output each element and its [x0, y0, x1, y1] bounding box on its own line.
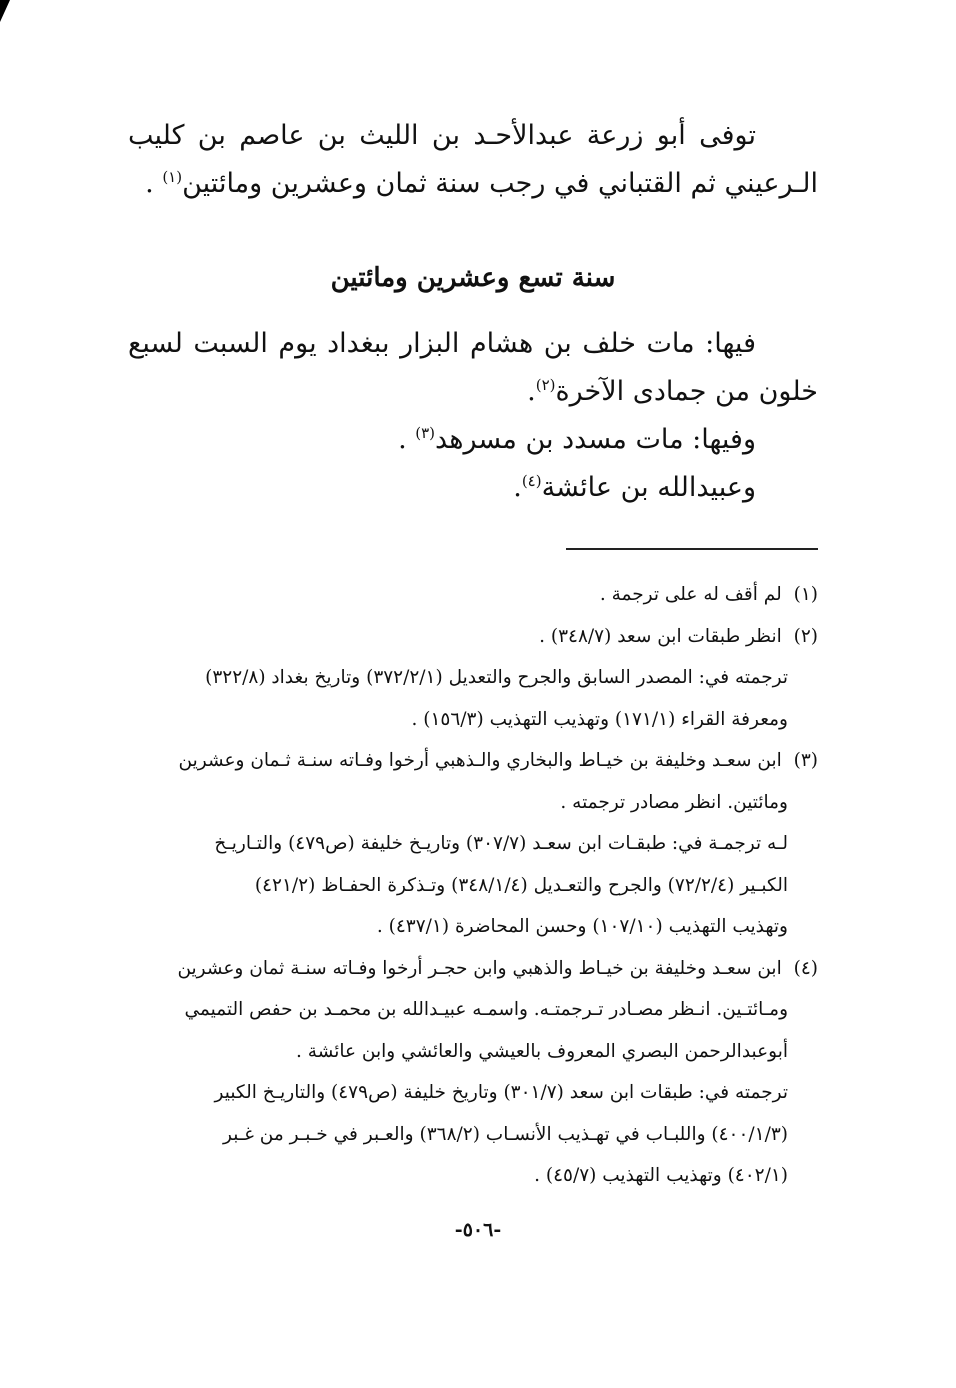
footnote-separator [566, 548, 818, 550]
text-punct: . [398, 424, 416, 455]
footnote-3 [128, 740, 818, 782]
text-line: ثم القتباني في رجب سنة ثمان وعشرين ومائتين [182, 168, 716, 199]
footnote-3-line: الكبـير (٧٢/٢/٤) والجرح والتعـديل (٣٤٨/١/٤) وتـذكرة الحفـاظ (٤٢١/٢) [254, 874, 788, 896]
footnote-ref-4[interactable]: (٤) [521, 472, 542, 490]
footnote-4-line: (٤٠٢/١) وتهذيب التهذيب (٤٥/٧) . [534, 1165, 788, 1186]
footnote-2-line: ترجمته في: المصدر السابق والجرح والتعديل (٣٧٢/٢/١) وتاريخ بغداد (٣٢٢/٨) [205, 667, 788, 688]
text-punct: . [527, 376, 536, 407]
footnote-3-line: لـه ترجمـة في: طبقـات ابن سعـد (٣٠٧/٧) وتاريـخ خليفة (ص٤٧٩) والتـاريـخ [214, 833, 788, 854]
footnote-number: (١) [793, 584, 818, 605]
footnote-2-line: ومعرفة القراء (١٧١/١) وتهذيب التهذيب (١٥٦/٣) . [411, 708, 788, 730]
text-line: فيها: مات خلف بن هشام البزار ببغداد يوم السبت لسبع خلون [128, 328, 818, 407]
footnote-number: (٣) [793, 750, 818, 771]
footnote-4-line: ومـائتـين. انـظر مصـادر تـرجمتـه. واسمـه عبيـدالله بن محمـد بن حفص التميمي [184, 999, 788, 1020]
footnote-3-line: ومائتين. انظر مصادر ترجمته . [560, 791, 788, 813]
footnote-number: (٤) [793, 957, 818, 979]
footnote-1 [128, 574, 818, 616]
footnote-2 [128, 616, 818, 658]
footnote-4 [128, 948, 818, 990]
footnote-text: ابن سعـد وخليفة بن خيـاط والبخاري والـذهبي أرخوا وفـاته سنـة ثـمان وعشرين [178, 750, 782, 771]
footnote-text: ابن سعـد وخليفة بن خيـاط والذهبي وابن حجـر أرخوا وفـاته سنـة ثمان وعشرين [177, 957, 782, 979]
section-heading: سنة تسع وعشرين ومائتين [330, 263, 616, 293]
text-punct: . [513, 472, 522, 503]
page-corner-mark [0, 0, 10, 22]
page-number: -٥٠٦- [454, 1219, 502, 1241]
text-line: وعبيدالله بن عائشة [541, 472, 756, 503]
paragraph-death-khalaf [128, 320, 818, 416]
footnote-4-line: ترجمته في: طبقات ابن سعد (٣٠١/٧) وتاريخ خليفة (ص٤٧٩) والتاريـخ الكبير [214, 1082, 788, 1103]
footnote-4-line: (٤٠٠/١/٣) واللبـاب في تهـذيب الأنسـاب (٣٦٨/٢) والعـبر في خـبـر من غـبر [223, 1123, 788, 1145]
text-line: من جمادى الآخرة [555, 376, 750, 407]
text-line: توفى أبو زرعة عبدالأحـد بن الليث بن عاصم بن كليب الـرعيني [128, 120, 818, 199]
line-death-ubaidullah [128, 464, 818, 512]
footnote-ref-3[interactable]: (٣) [415, 424, 436, 442]
footnotes-section [128, 574, 818, 1197]
page-content [128, 112, 818, 1197]
text-punct: . [145, 168, 163, 199]
footnote-text: لم أقف له على ترجمة . [599, 584, 782, 605]
footnote-number: (٢) [793, 625, 818, 647]
line-death-musaddad [128, 416, 818, 464]
paragraph-death-abu-zura [128, 112, 818, 208]
text-line: وفيها: مات مسدد بن مسرهد [435, 424, 756, 455]
footnote-ref-1[interactable]: (١) [162, 168, 183, 186]
footnote-3-line: وتهذيب التهذيب (١٠٧/١٠) وحسن المحاضرة (٤٣٧/١) . [376, 916, 788, 937]
footnote-4-line: أبوعبدالرحمن البصري المعروف بالعيشي والعائشي وابن عائشة . [296, 1040, 788, 1062]
footnote-text: انظر طبقات ابن سعد (٣٤٨/٧) . [539, 625, 782, 647]
footnote-ref-2[interactable]: (٢) [535, 376, 556, 394]
